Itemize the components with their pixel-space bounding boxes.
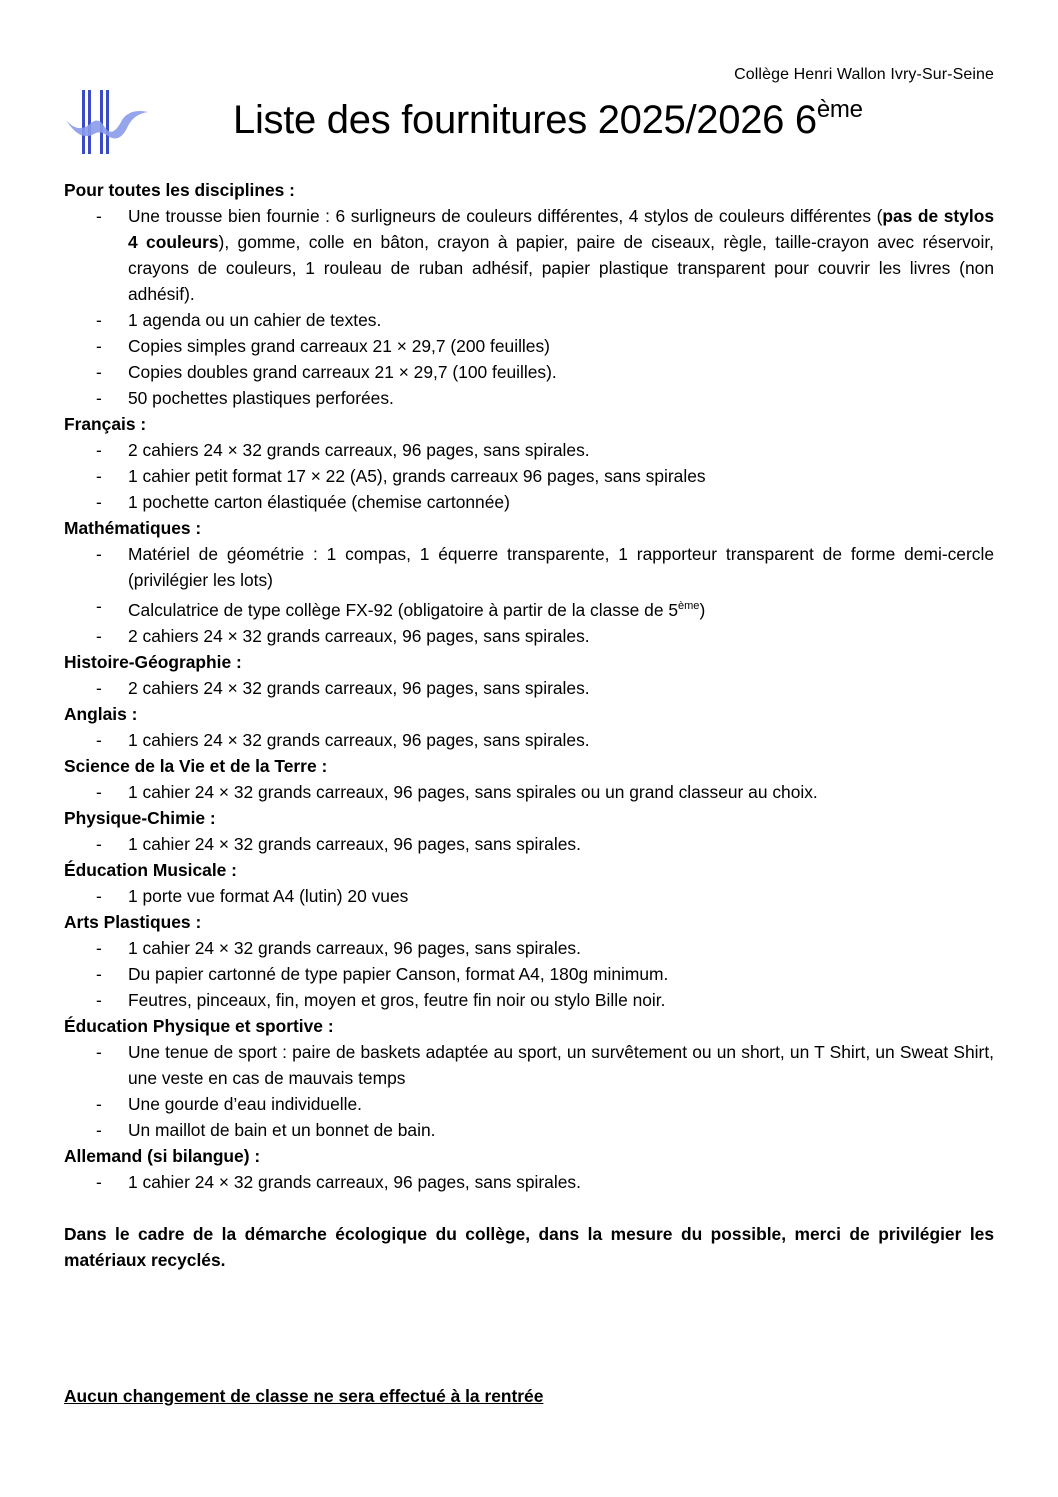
- item-text: 1 cahier 24 × 32 grands carreaux, 96 pages, sans spirales.: [128, 1171, 581, 1192]
- list-item: [64, 359, 994, 385]
- section-heading: Mathématiques :: [64, 518, 202, 538]
- section-item-list: [64, 883, 994, 909]
- item-text: 1 cahier 24 × 32 grands carreaux, 96 pages, sans spirales.: [128, 833, 581, 854]
- section-heading: Histoire-Géographie :: [64, 651, 242, 672]
- list-item: [64, 1117, 994, 1143]
- item-text: Une gourde d’eau individuelle.: [128, 1093, 362, 1114]
- list-item: [64, 203, 994, 307]
- section-item-list: [64, 1039, 994, 1143]
- list-item: [64, 883, 994, 909]
- item-text: Calculatrice de type collège FX-92 (obligatoire à partir de la classe de 5: [128, 599, 679, 620]
- page-title: [233, 98, 863, 142]
- list-item: [64, 463, 994, 489]
- item-text: 2 cahiers 24 × 32 grands carreaux, 96 pages, sans spirales.: [128, 440, 590, 460]
- item-text: Copies doubles grand carreaux 21 × 29,7 (100 feuilles).: [128, 362, 557, 382]
- logo-bar-left-2: [88, 90, 91, 154]
- section-item-list: [64, 1169, 994, 1195]
- item-superscript: ème: [678, 600, 700, 612]
- item-text: 1 pochette carton élastiquée (chemise cartonnée): [128, 492, 510, 512]
- item-text: 50 pochettes plastiques perforées.: [128, 388, 394, 408]
- section-heading: Français :: [64, 414, 147, 434]
- supply-list: [64, 177, 994, 1273]
- list-item: [64, 307, 994, 333]
- section-item-list: [64, 675, 994, 701]
- section-heading: Éducation Musicale :: [64, 859, 237, 880]
- item-emphasis: pas de stylos 4 couleurs: [128, 206, 994, 252]
- item-text: Copies simples grand carreaux 21 × 29,7 (200 feuilles): [128, 336, 550, 356]
- list-item: [64, 437, 994, 463]
- title-text: Liste des fournitures 2025/2026 6: [233, 98, 817, 142]
- section-heading: Allemand (si bilangue) :: [64, 1145, 261, 1166]
- item-text: 2 cahiers 24 × 32 grands carreaux, 96 pages, sans spirales.: [128, 677, 590, 698]
- section-heading: Physique-Chimie :: [64, 807, 216, 828]
- class-change-notice: Aucun changement de classe ne sera effectué à la rentrée: [64, 1386, 544, 1406]
- item-text: Du papier cartonné de type papier Canson, format A4, 180g minimum.: [128, 963, 669, 984]
- list-item: [64, 333, 994, 359]
- list-item: [64, 779, 994, 805]
- school-name: Collège Henri Wallon Ivry-Sur-Seine: [734, 66, 994, 83]
- section-item-list: [64, 437, 994, 515]
- item-text: 1 agenda ou un cahier de textes.: [128, 310, 382, 330]
- section-item-list: [64, 831, 994, 857]
- list-item: [64, 1039, 994, 1091]
- list-item: [64, 727, 994, 753]
- item-text: Un maillot de bain et un bonnet de bain.: [128, 1119, 436, 1140]
- item-text: Une trousse bien fournie : 6 surligneurs de couleurs différentes, 4 stylos de couleurs différentes (: [128, 206, 883, 226]
- title-superscript: ème: [816, 96, 863, 123]
- logo-bar-left-1: [82, 90, 85, 154]
- item-text: Feutres, pinceaux, fin, moyen et gros, feutre fin noir ou stylo Bille noir.: [128, 989, 666, 1010]
- list-item: [64, 385, 994, 411]
- section-heading: Arts Plastiques :: [64, 911, 202, 932]
- item-text: 1 porte vue format A4 (lutin) 20 vues: [128, 885, 409, 906]
- item-text: 1 cahier 24 × 32 grands carreaux, 96 pages, sans spirales.: [128, 937, 581, 958]
- section-item-list: [64, 935, 994, 1013]
- section-heading: Pour toutes les disciplines :: [64, 180, 295, 200]
- list-item: [64, 987, 994, 1013]
- item-text-end: ): [699, 599, 706, 620]
- item-text-end: ), gomme, colle en bâton, crayon à papier, paire de ciseaux, règle, taille-crayon avec réservoir, crayons de couleurs, 1 rouleau de ruban adhésif, papier plastique transparent pour couvrir les livres (non adhésif).: [128, 232, 994, 304]
- list-item: [64, 935, 994, 961]
- list-item: [64, 541, 994, 593]
- section-heading: Éducation Physique et sportive :: [64, 1015, 334, 1036]
- section-heading: Science de la Vie et de la Terre :: [64, 755, 328, 776]
- item-text: 1 cahiers 24 × 32 grands carreaux, 96 pages, sans spirales.: [128, 729, 590, 750]
- list-item: [64, 1091, 994, 1117]
- item-text: 1 cahier 24 × 32 grands carreaux, 96 pages, sans spirales ou un grand classeur au choix.: [128, 781, 818, 802]
- section-item-list: [64, 727, 994, 753]
- item-text: 2 cahiers 24 × 32 grands carreaux, 96 pages, sans spirales.: [128, 625, 590, 646]
- item-text: Matériel de géométrie : 1 compas, 1 équerre transparente, 1 rapporteur transparent de forme demi-cercle (privilégier les lots): [128, 544, 994, 590]
- item-text: 1 cahier petit format 17 × 22 (A5), grands carreaux 96 pages, sans spirales: [128, 466, 706, 486]
- ecology-note: Dans le cadre de la démarche écologique du collège, dans la mesure du possible, merci de privilégier les matériaux recyclés.: [64, 1223, 994, 1270]
- list-item: [64, 961, 994, 987]
- section-item-list: [64, 779, 994, 805]
- logo-bar-right-2: [106, 90, 109, 154]
- list-item: [64, 623, 994, 649]
- list-item: [64, 675, 994, 701]
- item-text: Une tenue de sport : paire de baskets adaptée au sport, un survêtement ou un short, un T Shirt, un Sweat Shirt, une veste en cas de mauvais temps: [128, 1041, 994, 1088]
- list-item: [64, 489, 994, 515]
- section-item-list: [64, 203, 994, 411]
- section-heading: Anglais :: [64, 703, 138, 724]
- section-item-list: [64, 541, 994, 649]
- college-logo: [64, 90, 152, 154]
- list-item: [64, 593, 994, 623]
- list-item: [64, 1169, 994, 1195]
- list-item: [64, 831, 994, 857]
